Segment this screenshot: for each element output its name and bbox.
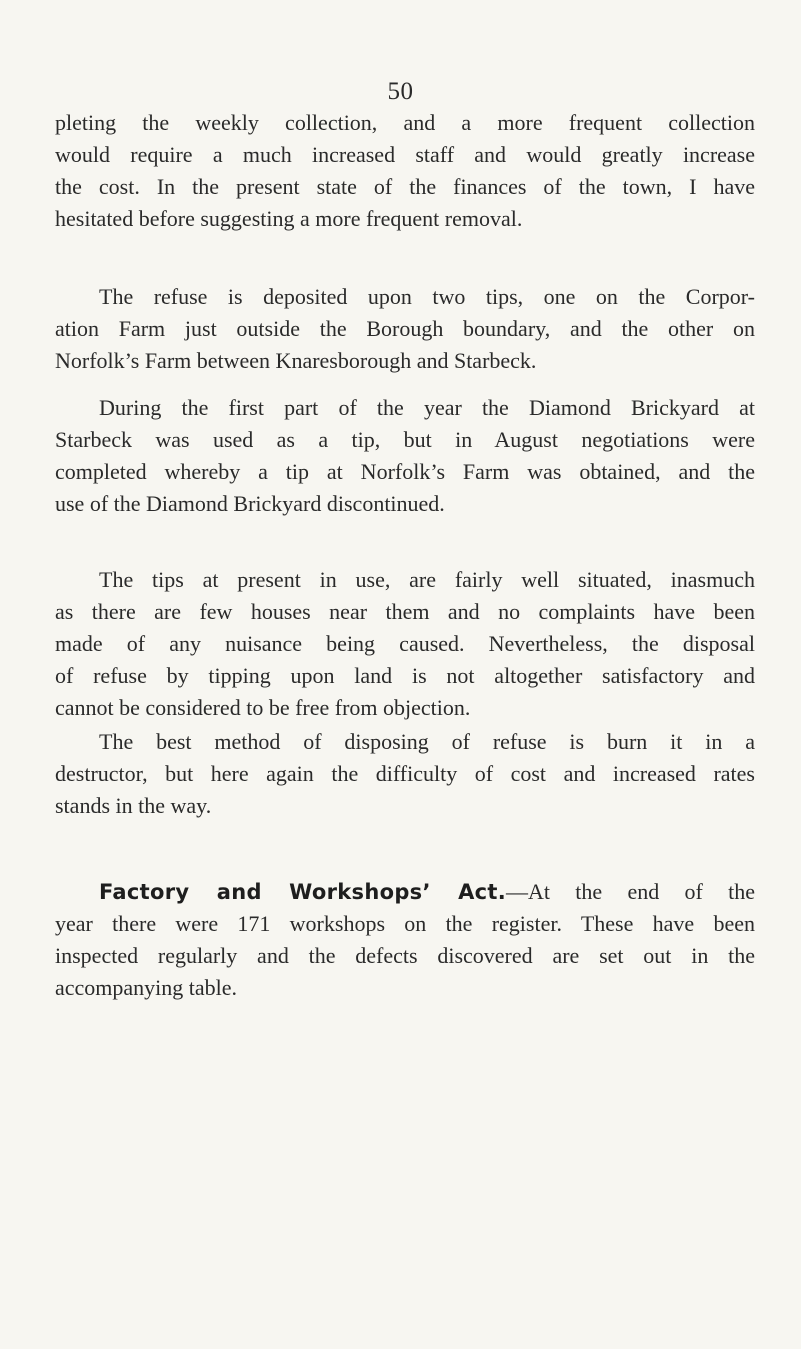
text-line	[55, 876, 755, 908]
text-line: made of any nuisance being caused. Nevertheless, the disposal	[55, 631, 755, 656]
text-line: of refuse by tipping upon land is not altogether satisfactory and	[55, 663, 755, 688]
section-heading: Factory and Workshops’ Act.	[99, 880, 507, 904]
text-line: as there are few houses near them and no complaints have been	[55, 599, 755, 624]
text-line: would require a much increased staff and would greatly increase	[55, 142, 755, 167]
paragraph-destructor	[55, 726, 755, 822]
text-line: The best method of disposing of refuse is burn it in a	[99, 729, 755, 754]
paragraph-tips-situation	[55, 564, 755, 724]
paragraph-factory-workshops	[55, 876, 755, 1004]
text-line: hesitated before suggesting a more frequent removal.	[55, 206, 523, 231]
text-line: ation Farm just outside the Borough boundary, and the other on	[55, 316, 755, 341]
text-line: year there were 171 workshops on the register. These have been	[55, 911, 755, 936]
paragraph-diamond-brickyard	[55, 392, 755, 520]
text-line: stands in the way.	[55, 793, 212, 818]
text-line: the cost. In the present state of the finances of the town, I have	[55, 174, 755, 199]
text-line: pleting the weekly collection, and a more frequent collection	[55, 110, 755, 135]
page-number: 50	[387, 78, 414, 105]
paragraph-refuse-tips	[55, 281, 755, 377]
heading-continuation: —At the end of the	[506, 879, 755, 904]
paragraph-weekly-collection	[55, 107, 755, 235]
text-line: Starbeck was used as a tip, but in August negotiations were	[55, 427, 755, 452]
text-line: destructor, but here again the difficulty of cost and increased rates	[55, 761, 755, 786]
text-line: completed whereby a tip at Norfolk’s Farm was obtained, and the	[55, 459, 755, 484]
text-line: Norfolk’s Farm between Knaresborough and Starbeck.	[55, 348, 537, 373]
text-line: The refuse is deposited upon two tips, one on the Corpor-	[99, 284, 755, 309]
text-line: cannot be considered to be free from objection.	[55, 695, 471, 720]
text-line: use of the Diamond Brickyard discontinued.	[55, 491, 445, 516]
text-line: The tips at present in use, are fairly well situated, inasmuch	[99, 567, 755, 592]
text-line: inspected regularly and the defects discovered are set out in the	[55, 943, 755, 968]
text-line: accompanying table.	[55, 975, 238, 1000]
text-line: During the first part of the year the Diamond Brickyard at	[99, 395, 755, 420]
